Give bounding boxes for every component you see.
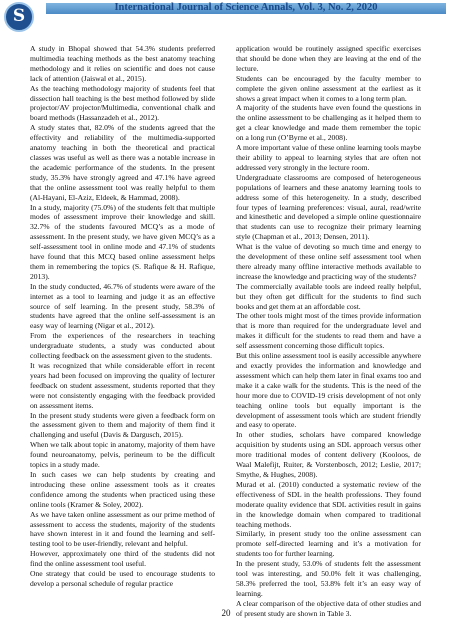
paragraph: A study in Bhopal showed that 54.3% students preferred multimedia teaching methods as the best anatomy teaching methodology and it relies on scientific and does not cause lack of attention (Jaiswal et al., 2015). bbox=[30, 44, 215, 83]
paragraph: Murad et al. (2010) conducted a systematic review of the effectiveness of SDL in the health professions. They found moderate quality evidence that SDL activities result in gains in the knowledge domain when compared to traditional teaching methods. bbox=[236, 479, 421, 529]
paragraph: As the teaching methodology majority of students feel that dissection hall teaching is the best method followed by slide projector/AV projector/Multimedia, conventional chalk and board methods (Hassanzadeh et al., 2012). bbox=[30, 83, 215, 123]
journal-title: International Journal of Science Annals, Vol. 3, No. 2, 2020 bbox=[114, 2, 378, 13]
journal-logo-icon bbox=[4, 2, 34, 32]
paragraph: In other studies, scholars have compared knowledge acquisition by students using an SDL approach versus other more traditional modes of content delivery (Kooloos, de Waal Malefijt, Ruiter, & Vorstenbosch, 2012; Leslie, 2017; Smythe, & Hughes, 2008). bbox=[236, 430, 421, 479]
paragraph: application would be routinely assigned specific exercises that should be done when they are leaving at the end of the lecture. bbox=[236, 44, 421, 73]
paragraph: In a study, majority (75.0%) of the students felt that multiple modes of assessment improve their knowledge and skill. 32.7% of the students favoured MCQ’s as a mode of assessment. In the present study, we have given MCQ’s as a self-assessment tool in online mode and 47.1% of students have found that this MCQ based online assessment helps them in remembering the topics (S. Rafique & H. Rafique, 2013). bbox=[30, 202, 215, 281]
paragraph: A study states that, 82.0% of the students agreed that the effectivity and reliability of the multimedia-supported anatomy teaching in both the theoretical and practical classes was useful as well as there was a notable increase in the academic performance of the students. In the present study, 35.3% have strongly agreed and 47.1% have agreed that the online assessment tool was really helpful to them (Al-Hayani, El-Aziz, Eldeek, & Hammad, 2008). bbox=[30, 123, 215, 202]
paragraph: It was recognized that while considerable effort in recent years had been focused on improving the quality of lecturer feedback on student assessment, students reported that they were not consistently engaging with the feedback provided on assessment items. bbox=[30, 361, 215, 410]
paragraph: When we talk about topic in anatomy, majority of them have found neuroanatomy, pelvis, perineum to be the difficult topics in a study made. bbox=[30, 440, 215, 470]
paragraph: A more important value of these online learning tools maybe their ability to appeal to learning styles that are often not addressed very strongly in the lecture room. bbox=[236, 143, 421, 172]
paragraph: Undergraduate classrooms are composed of heterogeneous populations of learners and these anatomy learning tools to address some of this heterogeneity. In a study, described four types of learning preferences: visual, aural, read/write and kinesthetic and developed a simple online questionnaire that students can use to recognize their primary learning style (Chapman et al., 2013; Densen, 2011). bbox=[236, 172, 421, 242]
paragraph: In the study conducted, 46.7% of students were aware of the internet as a tool to learning and judge it as an effective source of self learning. In the present study, 58.3% of students have agreed that the online self-assessment is an easy way of learning (Nigar et al., 2012). bbox=[30, 281, 215, 331]
paragraph: As we have taken online assessment as our prime method of assessment to access the students, majority of the students have shown interest in it and found the learning and self-testing tool to be user-friendly, relevant and helpful. bbox=[30, 509, 215, 549]
paragraph: The commercially available tools are indeed really helpful, but they often get difficult for the students to find such books and get them at an affordable cost. bbox=[236, 281, 421, 311]
paragraph: In the present study, 53.0% of students felt the assessment tool was interesting, and 50.0% felt it was challenging, 58.3% preferred the tool, 53.8% felt it’s an easy way of learning. bbox=[236, 559, 421, 598]
paragraph: From the experiences of the researchers in teaching undergraduate students, a study was conducted about collecting feedback on the assessment given to the students. bbox=[30, 331, 215, 361]
paragraph: What is the value of devoting so much time and energy to the development of these online self assessment tool when there already many offline interactive methods available to increase the knowledge and practicing way of the students? bbox=[236, 242, 421, 281]
right-column bbox=[236, 44, 421, 619]
paragraph: The other tools might most of the times provide information that is more than required for the undergraduate level and makes it difficult for the students to read them and have a self assessment concerning those difficult topics. bbox=[236, 311, 421, 351]
paragraph: But this online assessment tool is easily accessible anywhere and exactly provides the information and knowledge and assessment which can help them later in final exams too and make it a cake walk for the students. This is the need of the hour more due to COVID-19 crisis development of not only teaching online tools but equally important is the development of assessment tools which are student friendly and easy to operate. bbox=[236, 351, 421, 430]
paragraph: One strategy that could be used to encourage students to develop a personal schedule of regular practice bbox=[30, 569, 215, 588]
paragraph: In such cases we can help students by creating and introducing these online assessment tools as it creates confidence among the students when practiced using these online tools (Kramer & Soley, 2002). bbox=[30, 469, 215, 509]
paragraph: In the present study students were given a feedback form on the assessment given to them and majority of them find it challenging and useful (Davis & Dargusch, 2015). bbox=[30, 410, 215, 440]
paragraph: Students can be encouraged by the faculty member to complete the given online assessment at the earliest as it shows a great impact when it comes to a long term plan. bbox=[236, 73, 421, 103]
paragraph: Similarly, in present study too the online assessment can promote self-directed learning and it’s a motivation for students too for further learning. bbox=[236, 529, 421, 559]
paragraph: However, approximately one third of the students did not find the online assessment tool useful. bbox=[30, 549, 215, 569]
paragraph: A majority of the students have even found the questions in the online assessment to be challenging as it helped them to get a clear knowledge and made them remember the topic on a long run (O’Byrne et al., 2008). bbox=[236, 103, 421, 143]
paragraph: A clear comparison of the objective data of other studies and of present study are shown in Table 3. bbox=[236, 598, 421, 618]
left-column bbox=[30, 44, 215, 589]
logo-letter: S bbox=[12, 6, 26, 26]
page-number: 20 bbox=[221, 608, 231, 618]
journal-header bbox=[0, 0, 452, 36]
